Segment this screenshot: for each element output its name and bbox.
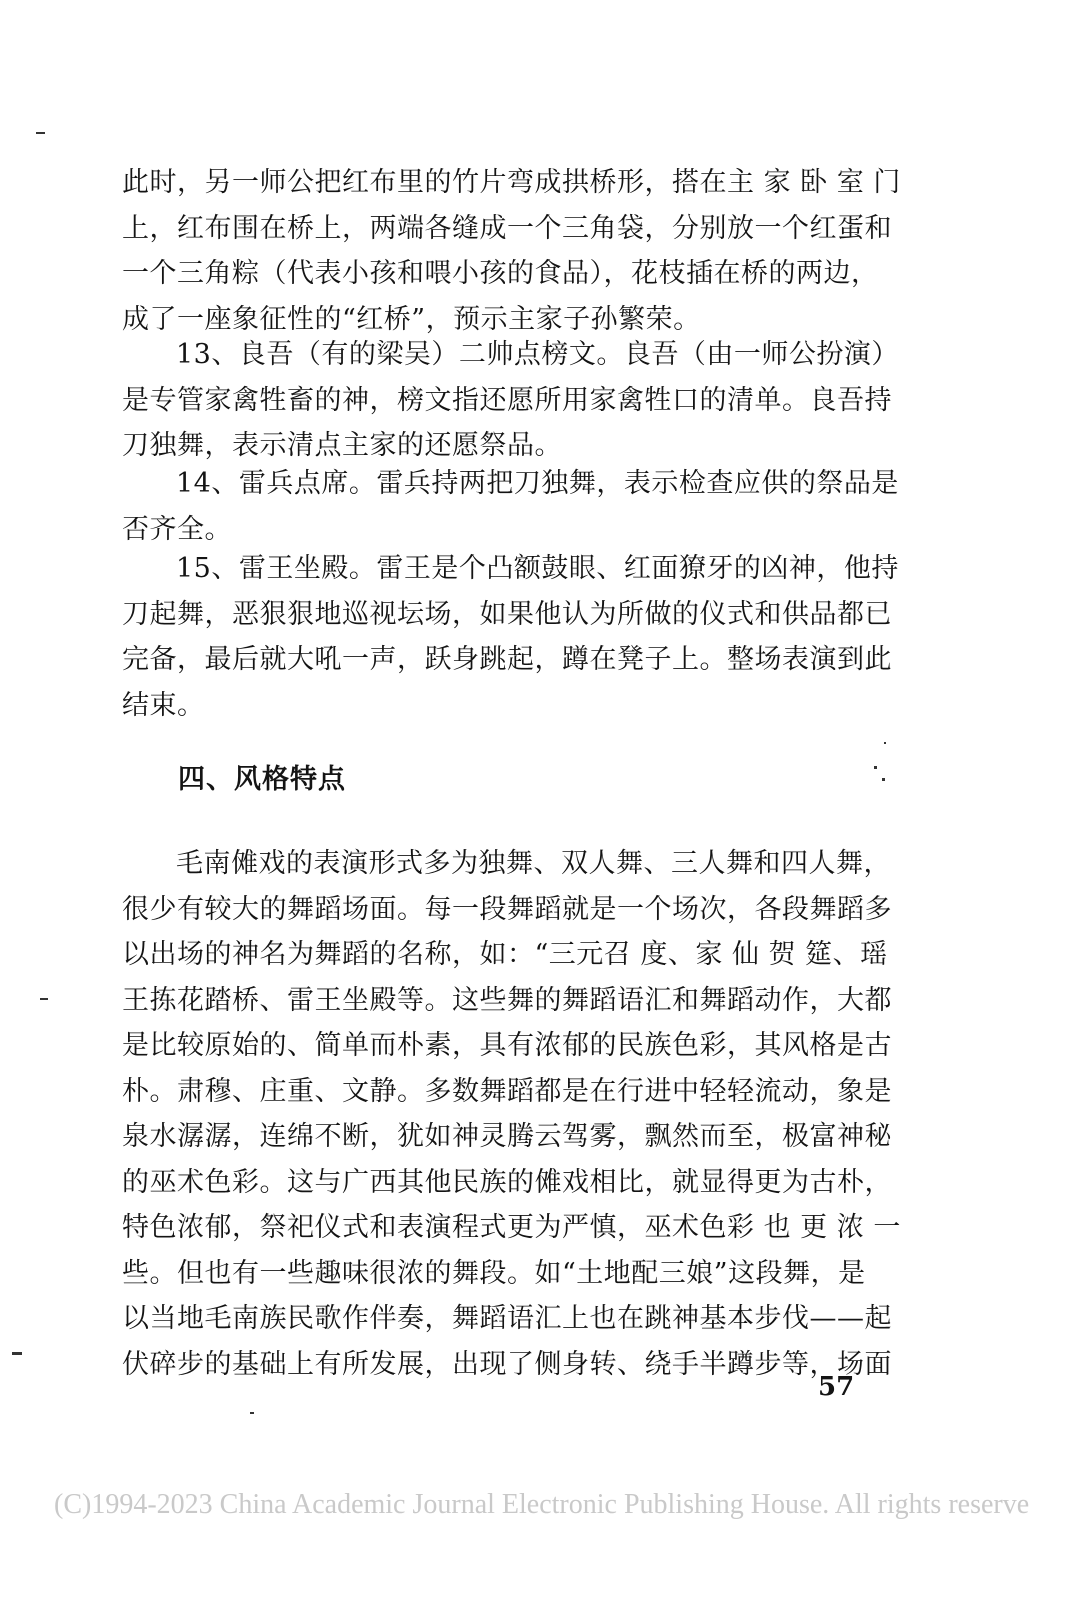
text-line: 王拣花踏桥、雷王坐殿等。这些舞的舞蹈语汇和舞蹈动作，大都 (122, 984, 892, 1016)
text-line: 是比较原始的、简单而朴素，具有浓郁的民族色彩，其风格是古 (122, 1030, 892, 1061)
scan-speck (40, 998, 48, 1000)
paragraph-style-features (122, 841, 912, 1387)
text-line: 13、良吾（有的梁吴）二帅点榜文。良吾（由一师公扮演） (176, 339, 899, 370)
text-line: 刀独舞，表示清点主家的还愿祭品。 (122, 430, 562, 461)
scan-speck (36, 132, 45, 134)
scan-speck (250, 1412, 254, 1414)
text-line: 朴。肃穆、庄重、文静。多数舞蹈都是在行进中轻轻流动，象是 (122, 1075, 892, 1107)
text-line: 很少有较大的舞蹈场面。每一段舞蹈就是一个场次，各段舞蹈多 (122, 893, 892, 925)
text-line: 一个三角粽（代表小孩和喂小孩的食品），花枝插在桥的两边， (122, 258, 879, 289)
text-line: 上，红布围在桥上，两端各缝成一个三角袋，分别放一个红蛋和 (122, 212, 892, 244)
paragraph-item-13 (122, 332, 912, 469)
text-line: 成了一座象征性的“红桥”，预示主家子孙繁荣。 (122, 303, 701, 335)
text-line: 些。但也有一些趣味很浓的舞段。如“土地配三娘”这段舞，是 (122, 1257, 866, 1289)
text-line: 否齐全。 (122, 513, 232, 545)
text-line: 是专管家禽牲畜的神，榜文指还愿所用家禽牲口的清单。良吾持 (122, 384, 892, 416)
text-line: 14、雷兵点席。雷兵持两把刀独舞，表示检查应供的祭品是 (176, 468, 899, 499)
text-line: 以当地毛南族民歌作伴奏，舞蹈语汇上也在跳神基本步伐——起 (122, 1303, 892, 1334)
text-line: 此时，另一师公把红布里的竹片弯成拱桥形，搭在主 家 卧 室 门 (122, 167, 901, 198)
section-heading: 四、风格特点 (178, 764, 346, 795)
paragraph-item-14 (122, 461, 912, 552)
paragraph-item-15 (122, 546, 912, 728)
text-line: 15、雷王坐殿。雷王是个凸额鼓眼、红面獠牙的凶神，他持 (176, 553, 899, 584)
text-line: 结束。 (122, 689, 205, 721)
copyright-footer: (C)1994-2023 China Academic Journal Electronic Publishing House. All rights reserve (54, 1489, 1030, 1520)
scan-speck (884, 742, 886, 744)
scan-speck (882, 778, 885, 781)
scan-speck (874, 766, 877, 769)
text-line: 毛南傩戏的表演形式多为独舞、双人舞、三人舞和四人舞， (176, 848, 891, 879)
text-line: 完备，最后就大吼一声，跃身跳起，蹲在凳子上。整场表演到此 (122, 644, 892, 675)
text-line: 特色浓郁，祭祀仪式和表演程式更为严慎，巫术色彩 也 更 浓 一 (122, 1212, 901, 1243)
text-line: 泉水潺潺，连绵不断，犹如神灵腾云驾雾，飘然而至，极富神秘 (122, 1121, 892, 1152)
scan-speck (12, 1352, 22, 1355)
text-line: 刀起舞，恶狠狠地巡视坛场，如果他认为所做的仪式和供品都已 (122, 598, 892, 630)
text-line: 以出场的神名为舞蹈的名称，如：“三元召 度、家 仙 贺 筵、瑶 (122, 939, 888, 970)
page-number: 57 (818, 1372, 855, 1402)
paragraph-red-bridge (122, 160, 912, 342)
text-line: 伏碎步的基础上有所发展，出现了侧身转、绕手半蹲步等，场面 (122, 1348, 892, 1380)
text-line: 的巫术色彩。这与广西其他民族的傩戏相比，就显得更为古朴， (122, 1166, 892, 1198)
